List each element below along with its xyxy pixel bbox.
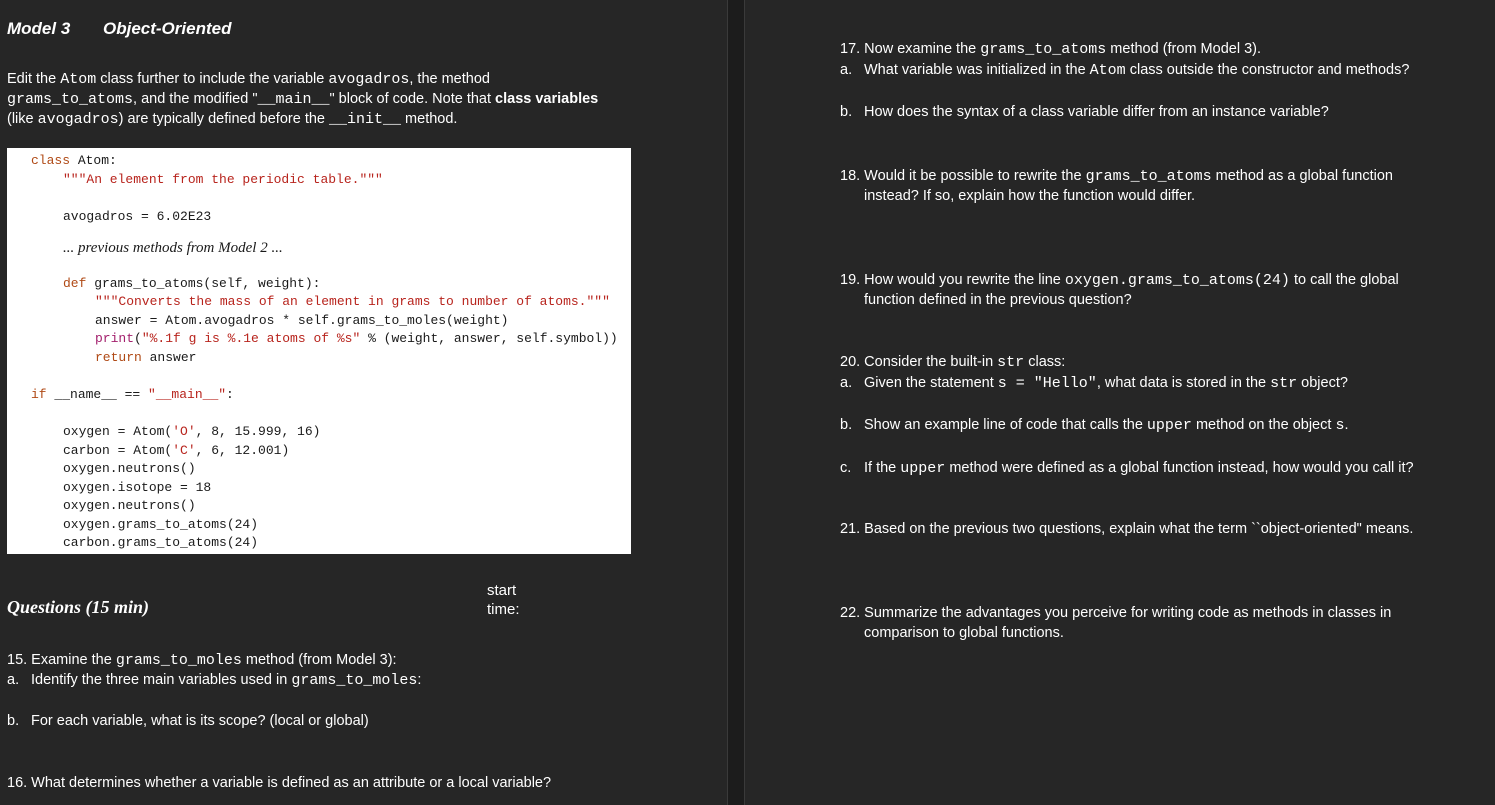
- code-line: oxygen = Atom('O', 8, 15.999, 16): [63, 424, 321, 439]
- code-line: carbon.grams_to_atoms(24): [63, 535, 259, 550]
- code-line: return answer: [95, 350, 197, 365]
- questions-heading: Questions (15 min): [7, 597, 150, 617]
- question-15b: b. For each variable, what is its scope? (local or global): [7, 713, 369, 729]
- code-line: avogadros = 6.02E23: [63, 209, 212, 224]
- code-listing: [7, 148, 631, 554]
- code-line: class Atom:: [31, 153, 117, 168]
- question-18: 18. Would it be possible to rewrite the grams_to_atoms method as a global function: [840, 168, 1393, 185]
- code-line: answer = Atom.avogadros * self.grams_to_moles(weight): [95, 313, 509, 328]
- question-19: 19. How would you rewrite the line oxygen.grams_to_atoms(24) to call the global: [840, 272, 1399, 289]
- question-17: 17. Now examine the grams_to_atoms method (from Model 3).: [840, 41, 1262, 58]
- code-line: oxygen.grams_to_atoms(24): [63, 517, 259, 532]
- code-comment: ... previous methods from Model 2 ...: [63, 240, 283, 256]
- question-20b: b. Show an example line of code that calls the upper method on the object s.: [840, 417, 1349, 434]
- question-22: 22. Summarize the advantages you perceive for writing code as methods in classes in: [840, 605, 1392, 621]
- question-22-line-2: comparison to global functions.: [864, 625, 1064, 641]
- question-21: 21. Based on the previous two questions, explain what the term ``object-oriented" means.: [840, 521, 1414, 537]
- right-page: [745, 0, 1495, 805]
- intro-line-3: (like avogadros) are typically defined before the __init__ method.: [7, 111, 458, 128]
- question-18-line-2: instead? If so, explain how the function would differ.: [864, 188, 1196, 204]
- question-16: 16. What determines whether a variable is defined as an attribute or a local variable?: [7, 775, 552, 791]
- code-line: oxygen.neutrons(): [63, 498, 196, 513]
- code-line: """An element from the periodic table.""": [63, 172, 383, 187]
- question-20c: c. If the upper method were defined as a global function instead, how would you call it?: [840, 460, 1414, 477]
- intro-line-1: Edit the Atom class further to include the variable avogadros, the method: [7, 71, 490, 88]
- question-17b: b. How does the syntax of a class variable differ from an instance variable?: [840, 104, 1329, 120]
- code-line: print("%.1f g is %.1e atoms of %s" % (weight, answer, self.symbol)): [95, 331, 618, 346]
- question-17a: a. What variable was initialized in the Atom class outside the constructor and methods?: [840, 62, 1410, 79]
- code-line: def grams_to_atoms(self, weight):: [63, 276, 321, 291]
- start-time-label: start time:: [487, 582, 520, 618]
- page-gutter: [727, 0, 745, 805]
- question-19-line-2: function defined in the previous question?: [864, 292, 1132, 308]
- code-line: if __name__ == "__main__":: [31, 387, 234, 402]
- code-line: carbon = Atom('C', 6, 12.001): [63, 443, 290, 458]
- code-line: oxygen.neutrons(): [63, 461, 196, 476]
- question-20a: a. Given the statement s = "Hello", what data is stored in the str object?: [840, 375, 1348, 392]
- question-20: 20. Consider the built-in str class:: [840, 354, 1066, 371]
- code-line: """Converts the mass of an element in grams to number of atoms.""": [95, 294, 610, 309]
- question-15a: a. Identify the three main variables used in grams_to_moles:: [7, 672, 422, 689]
- code-line: oxygen.isotope = 18: [63, 480, 212, 495]
- model-number: Model 3: [7, 19, 71, 38]
- left-page: [0, 0, 727, 805]
- intro-line-2: grams_to_atoms, and the modified "__main__" block of code. Note that class variables: [7, 91, 599, 108]
- model-title: Object-Oriented: [103, 19, 232, 38]
- question-15: 15. Examine the grams_to_moles method (from Model 3):: [7, 652, 397, 669]
